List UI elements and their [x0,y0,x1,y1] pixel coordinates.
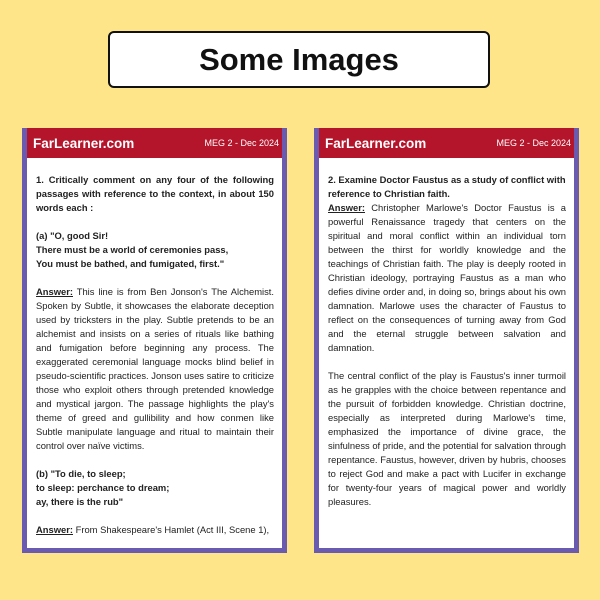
answer-label: Answer: [36,524,73,535]
brand-name: FarLearner.com [325,135,427,151]
passage-line: (b) "To die, to sleep; [36,468,126,479]
answer-text: This line is from Ben Jonson's The Alchemist. Spoken by Subtle, it showcases the elaborate deception used by tricksters in the play. Subtle pretends to be an alchemist and insists on a series of rituals like bathing and fumigation before beginning any process. The exaggerated ceremonial language mocks blind belief in pseudo-scientific practices. Jonson uses satire to criticize those who exploit others through pretended knowledge and mystical jargon. The passage highlights the play's theme of greed and gullibility and how conmen like Subtle manipulate language and ritual to maintain their control over naïve victims. [36,286,274,451]
passage-line: to sleep: perchance to dream; [36,482,170,493]
answer-paragraph [36,523,274,537]
answer-paragraph: The central conflict of the play is Faustus's inner turmoil as he grapples with the choice between repentance and the pursuit of forbidden knowledge. Christian doctrine, especially as interpreted during Marlowe's time, emphasized the importance of divine grace, the sinfulness of pride, and the potential for salvation through repentance. Faustus, however, driven by hubris, chooses to reject God and make a pact with Lucifer in exchange for twenty-four years of magical power and worldly pleasures. [328,370,566,507]
question-text: 2. Examine Doctor Faustus as a study of conflict with reference to Christian faith. [328,174,566,199]
card-body [319,158,574,509]
page-title: Some Images [199,41,399,77]
passage-line: ay, there is the rub" [36,496,124,507]
document-card-left [22,128,287,553]
answer-label: Answer: [36,286,73,297]
page-title-box [108,31,490,88]
card-header [22,128,287,158]
answer-label: Answer: [328,202,365,213]
passage-b [36,467,274,509]
document-card-right [314,128,579,553]
answer-paragraph [328,201,566,355]
card-body [27,158,282,537]
passage-a [36,229,274,271]
card-header [314,128,579,158]
course-code: MEG 2 - Dec 2024 [496,138,571,148]
answer-paragraph [36,285,274,453]
brand-name: FarLearner.com [33,135,135,151]
course-code: MEG 2 - Dec 2024 [204,138,279,148]
passage-line: There must be a world of ceremonies pass, [36,244,229,255]
question-text: 1. Critically comment on any four of the following passages with reference to the context, in about 150 words each : [36,174,274,213]
passage-line: You must be bathed, and fumigated, first." [36,258,225,269]
answer-text: From Shakespeare's Hamlet (Act III, Scene 1), [73,524,270,535]
answer-text: Christopher Marlowe's Doctor Faustus is a powerful Renaissance tragedy that centers on the spiritual and moral conflict within an individual torn between the thirst for worldly knowledge and the teachings of Christian faith. The play is deeply rooted in Christian ideology, portraying Faustus as a man who defies divine order and, in doing so, brings about his own damnation. Marlowe uses the character of Faustus to reflect on the consequences of turning away from God and the eternal struggle between salvation and damnation. [328,202,566,353]
passage-line: (a) "O, good Sir! [36,230,109,241]
